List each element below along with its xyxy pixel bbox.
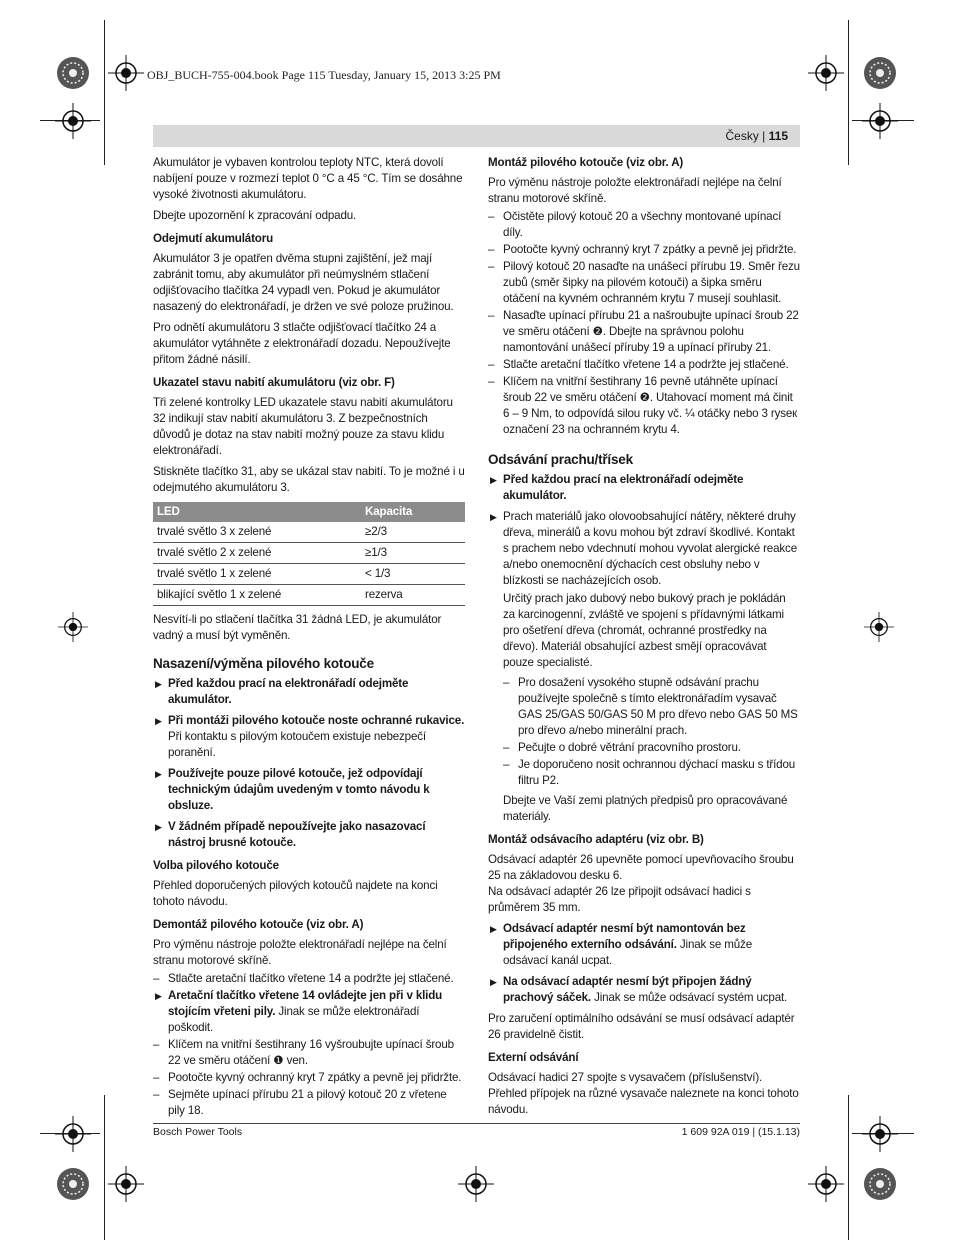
warning-item: ▶ Před každou prací na elektronářadí odejměte akumulátor.	[155, 677, 409, 706]
triangle-bullet-icon: ▶	[490, 475, 497, 485]
crosshair-icon	[862, 1116, 898, 1152]
list-item: – Nasaďte upínací přírubu 21 a našroubujte upínací šroub 22 ve směru otáčení ❷. Dbejte na správnou polohu namontování unášecí příruby 19 a upínací příruby 21.	[488, 309, 799, 354]
registration-target-icon	[55, 1166, 91, 1202]
footer-brand: Bosch Power Tools	[153, 1126, 243, 1138]
crosshair-icon	[808, 1166, 844, 1202]
table-row	[153, 564, 465, 585]
list-item: – Klíčem na vnitřní šestihrany 16 vyšroubujte upínací šroub 22 ve směru otáčení ❶ ven.	[153, 1038, 454, 1067]
table-cell: ≥1/3	[361, 543, 465, 564]
paragraph: Určitý prach jako dubový nebo bukový prach je pokládán za karcinogenní, zvláště ve spojení s přídavnými látkami pro ošetření dřeva (chromát, ochranné prostředky na dřevo). Materiál obsahující azbest smějí opracovávat pouze specialisté.	[503, 592, 786, 669]
list-item: – Očistěte pilový kotouč 20 a všechny montované upínací díly.	[488, 210, 782, 239]
paragraph: Pro odnětí akumulátoru 3 stlačte odjišťovací tlačítko 24 a akumulátor vytáhněte z elektronářadí dozadu. Nepoužívejte přitom žádné násilí.	[153, 321, 451, 366]
triangle-bullet-icon: ▶	[490, 924, 497, 934]
paragraph: Nesvítí-li po stlačení tlačítka 31 žádná LED, je akumulátor vadný a musí být vyměněn.	[153, 613, 442, 642]
triangle-bullet-icon: ▶	[490, 977, 497, 987]
crosshair-icon	[108, 55, 144, 91]
footer-doc-id: 1 609 92A 019 | (15.1.13)	[681, 1126, 800, 1138]
table-header-row	[153, 502, 465, 522]
paragraph: Dbejte ve Vaší zemi platných předpisů pro opracovávané materiály.	[503, 794, 788, 823]
subheading: Odejmutí akumulátoru	[153, 232, 274, 245]
triangle-bullet-icon: ▶	[155, 991, 162, 1001]
list-item: – Pootočte kyvný ochranný kryt 7 zpátky a pevně jej přidržte.	[153, 1071, 462, 1084]
page-number: 115	[768, 129, 788, 143]
table-cell: < 1/3	[361, 564, 465, 585]
table-row	[153, 585, 465, 606]
list-item: – Stlačte aretační tlačítko vřetene 14 a podržte jej stlačené.	[488, 358, 789, 371]
warning-item: ▶ Prach materiálů jako olovoobsahující nátěry, některé druhy dřeva, minerálů a kovu mohou být zdraví škodlivé. Kontakt s prachem nebo vdechnutí mohou vyvolat alergické reakce a/nebo onemocnění dýchacích cest obsluhy nebo v blízkosti se nacházejících osob.	[490, 510, 797, 587]
registration-target-icon	[55, 55, 91, 91]
section-heading: Odsávání prachu/třísek	[488, 452, 633, 467]
crosshair-icon	[862, 103, 898, 139]
triangle-bullet-icon: ▶	[155, 822, 162, 832]
table-cell: trvalé světlo 2 x zelené	[153, 543, 361, 564]
crop-mark	[104, 1095, 105, 1240]
list-item: – Pilový kotouč 20 nasaďte na unášecí přírubu 19. Směr řezu zubů (směr šipky na pilovém kotouči) a šipka směru otáčení na kyvném ochranném krytu 7 musejí souhlasit.	[488, 260, 800, 305]
header-separator: |	[762, 129, 766, 143]
paragraph: Odsávací hadici 27 spojte s vysavačem (příslušenství). Přehled přípojek na různé vysavače naleznete na konci tohoto návodu.	[488, 1071, 799, 1116]
table-cell: trvalé světlo 1 x zelené	[153, 564, 361, 585]
paragraph: Na odsávací adaptér 26 lze připojit odsávací hadici s průměrem 35 mm.	[488, 885, 751, 914]
warning-item: ▶ Na odsávací adaptér nesmí být připojen žádný prachový sáček. Jinak se může odsávací systém ucpat.	[490, 975, 788, 1004]
crosshair-icon	[55, 1116, 91, 1152]
subheading: Montáž pilového kotouče (viz obr. A)	[488, 156, 684, 169]
paragraph: Dbejte upozornění k zpracování odpadu.	[153, 209, 357, 222]
table-cell: ≥2/3	[361, 522, 465, 543]
print-slug: OBJ_BUCH-755-004.book Page 115 Tuesday, January 15, 2013 3:25 PM	[147, 68, 501, 82]
paragraph: Pro výměnu nástroje položte elektronářadí nejlépe na čelní stranu motorové skříně.	[488, 176, 782, 205]
warning-item: ▶ Před každou prací na elektronářadí odejměte akumulátor.	[490, 473, 744, 502]
list-item: – Sejměte upínací přírubu 21 a pilový kotouč 20 z vřetene pily 18.	[153, 1088, 447, 1117]
triangle-bullet-icon: ▶	[490, 512, 497, 522]
paragraph: Přehled doporučených pilových kotoučů najdete na konci tohoto návodu.	[153, 879, 438, 908]
warning-item: ▶ V žádném případě nepoužívejte jako nasazovací nástroj brusné kotouče.	[155, 820, 426, 849]
subheading: Montáž odsávacího adaptéru (viz obr. B)	[488, 833, 704, 846]
crosshair-icon	[864, 612, 894, 642]
registration-target-icon	[862, 1166, 898, 1202]
column-header: Kapacita	[361, 502, 465, 522]
warning-item: ▶ Používejte pouze pilové kotouče, jež odpovídají technickým údajům uvedeným v tomto návodu k obsluze.	[155, 767, 430, 812]
crop-mark	[848, 20, 849, 165]
paragraph: Akumulátor 3 je opatřen dvěma stupni zajištění, jež mají zabránit tomu, aby akumulátor při neúmyslném stlačení odjišťovacího tlačítka 24 vypadl ven. Pokud je akumulátor nasazený do elektronářadí, je držen ve své poloze pružinou.	[153, 252, 454, 313]
crosshair-icon	[55, 103, 91, 139]
column-header: LED	[153, 502, 361, 522]
subheading: Volba pilového kotouče	[153, 859, 279, 872]
led-table	[153, 502, 465, 606]
section-heading: Nasazení/výměna pilového kotouče	[153, 656, 374, 671]
crosshair-icon	[808, 55, 844, 91]
triangle-bullet-icon: ▶	[155, 679, 162, 689]
subheading: Demontáž pilového kotouče (viz obr. A)	[153, 918, 364, 931]
crosshair-icon	[458, 1166, 494, 1202]
list-item: – Je doporučeno nosit ochrannou dýchací masku s třídou filtru P2.	[503, 758, 796, 787]
footer-rule	[153, 1123, 800, 1124]
paragraph: Odsávací adaptér 26 upevněte pomocí upevňovacího šroubu 25 na základovou desku 6.	[488, 853, 794, 882]
table-cell: rezerva	[361, 585, 465, 606]
warning-item: ▶ Odsávací adaptér nesmí být namontován bez připojeného externího odsávání. Jinak se může odsávací kanál ucpat.	[490, 922, 753, 967]
language-label: Česky	[725, 129, 759, 143]
paragraph: Akumulátor je vybaven kontrolou teploty NTC, která dovolí nabíjení pouze v rozmezí teplot 0 °C a 45 °C. Tím se dosáhne vysoké životnosti akumulátoru.	[153, 156, 463, 201]
table-row	[153, 522, 465, 543]
triangle-bullet-icon: ▶	[155, 769, 162, 779]
table-row	[153, 543, 465, 564]
list-item: – Klíčem na vnitřní šestihrany 16 pevně utáhněte upínací šroub 22 ve směru otáčení ❷. Utahovací moment má činit 6 – 9 Nm, to odpovídá silou ruky vč. ¼ otáčky nebo 3 ryseк označení 23 na ochranném krytu 4.	[488, 375, 798, 436]
header-text	[725, 129, 788, 143]
crop-mark	[848, 1095, 849, 1240]
registration-target-icon	[862, 55, 898, 91]
right-column	[488, 155, 800, 1123]
warning-item: ▶ Aretační tlačítko vřetene 14 ovládejte jen při v klidu stojícím vřeteni pily. Jinak se může elektronářadí poškodit.	[155, 989, 443, 1034]
left-column	[153, 155, 465, 1120]
table-cell: trvalé světlo 3 x zelené	[153, 522, 361, 543]
paragraph: Stiskněte tlačítko 31, aby se ukázal stav nabití. To je možné i u odejmutého akumulátoru 3.	[153, 465, 465, 494]
list-item: – Pečujte o dobré větrání pracovního prostoru.	[503, 741, 741, 754]
table-cell: blikající světlo 1 x zelené	[153, 585, 361, 606]
crop-mark	[104, 20, 105, 165]
subheading: Ukazatel stavu nabití akumulátoru (viz obr. F)	[153, 376, 395, 389]
subheading: Externí odsávání	[488, 1051, 579, 1064]
list-item: – Stlačte aretační tlačítko vřetene 14 a podržte jej stlačené.	[153, 972, 454, 985]
page-header	[153, 125, 800, 147]
warning-item: ▶ Při montáži pilového kotouče noste ochranné rukavice. Při kontaktu s pilovým kotoučem existuje nebezpečí poranění.	[155, 714, 465, 759]
paragraph: Pro zaručení optimálního odsávání se musí odsávací adaptér 26 pravidelně čistit.	[488, 1012, 795, 1041]
crosshair-icon	[58, 612, 88, 642]
paragraph: Tři zelené kontrolky LED ukazatele stavu nabití akumulátoru 32 indikují stav nabití akumulátoru 3. Z bezpečnostních důvodů je dotaz na stav nabití možný pouze za stavu klidu elektronářadí.	[153, 396, 453, 457]
list-item: – Pootočte kyvný ochranný kryt 7 zpátky a pevně jej přidržte.	[488, 243, 797, 256]
list-item: – Pro dosažení vysokého stupně odsávání prachu používejte společně s tímto elektronářadím vysavač GAS 25/GAS 50/GAS 50 M pro dřevo nebo GAS 50 MS pro dřevo a/nebo minerální prach.	[503, 676, 798, 737]
crosshair-icon	[108, 1166, 144, 1202]
paragraph: Pro výměnu nástroje položte elektronářadí nejlépe na čelní stranu motorové skříně.	[153, 938, 447, 967]
triangle-bullet-icon: ▶	[155, 716, 162, 726]
